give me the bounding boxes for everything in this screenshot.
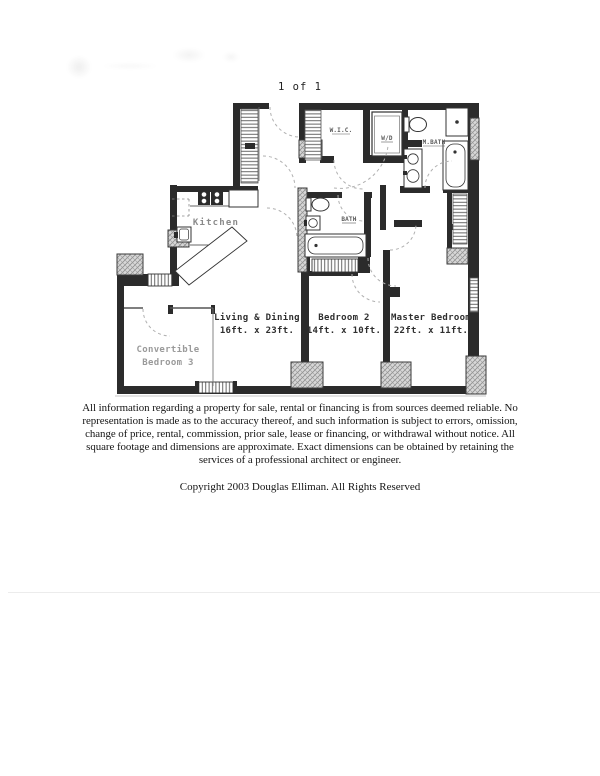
convertible-bedroom3-label: Bedroom 3 [142, 358, 194, 368]
disclaimer-line: square footage and dimensions are approximate. Exact dimensions can be obtained by retaining the [86, 441, 514, 454]
bath-fixtures [304, 198, 366, 257]
washer-dryer-label: W/D [381, 135, 393, 142]
disclaimer-line: representation is made as to the accuracy thereof, and such information is subject to errors, omission, [82, 415, 518, 428]
toilet-icon [312, 198, 329, 211]
master-hall-door-arc [368, 258, 396, 286]
disclaimer-line: All information regarding a property for sale, rental or financing is from sources deemed reliable. No [82, 402, 518, 414]
kitchen-label: Kitchen [192, 218, 240, 228]
master-bedroom-dimensions: 22ft. x 11ft. [393, 326, 469, 336]
master-closet-shelving [453, 194, 467, 244]
kitchen-counter [229, 190, 258, 207]
foyer-door-arc [263, 156, 295, 188]
kitchen-fixtures [172, 190, 258, 285]
left-wall-radiator-icon [148, 274, 172, 286]
bedroom2-door-arc [352, 274, 380, 302]
living-dining-label: Living & Dining [214, 313, 300, 323]
master-bedroom-label: Master Bedroom [390, 313, 472, 323]
master-bath-fixtures [403, 108, 468, 190]
bedroom3-door-arc [143, 309, 170, 336]
master-bedroom-door-arc [390, 224, 416, 250]
disclaimer-line: services of a professional architect or engineer. [198, 454, 402, 467]
disclaimer-line: change of price, rental, commission, prior sale, lease or financing, or withdrawal without notice. All [85, 428, 515, 441]
page-number: 1 of 1 [278, 81, 322, 93]
bedroom2-dimensions: 14ft. x 10ft. [306, 326, 382, 336]
entry-door-arc [270, 107, 300, 137]
sink-icon [407, 170, 419, 183]
master-bath-label: M.BATH [422, 139, 446, 146]
living-room-radiator-icon [198, 382, 234, 393]
toilet-icon [410, 118, 427, 132]
wic-shelving [305, 110, 321, 160]
living-dining-dimensions: 16ft. x 23ft. [219, 326, 295, 336]
bath-closet-icon [312, 259, 358, 272]
disclaimer-text [0, 402, 600, 467]
bedroom2-label: Bedroom 2 [318, 313, 370, 323]
copyright-text: Copyright 2003 Douglas Elliman. All Rights Reserved [179, 481, 421, 493]
toilet-icon [404, 117, 409, 132]
toilet-icon [306, 198, 311, 211]
bath-label: BATH [341, 216, 357, 223]
sink-icon [408, 154, 418, 164]
wic-label: W.I.C. [329, 127, 353, 134]
right-wall-window [470, 278, 478, 312]
hall-door-arc [267, 208, 297, 238]
convertible-bedroom3-label: Convertible [136, 345, 200, 355]
